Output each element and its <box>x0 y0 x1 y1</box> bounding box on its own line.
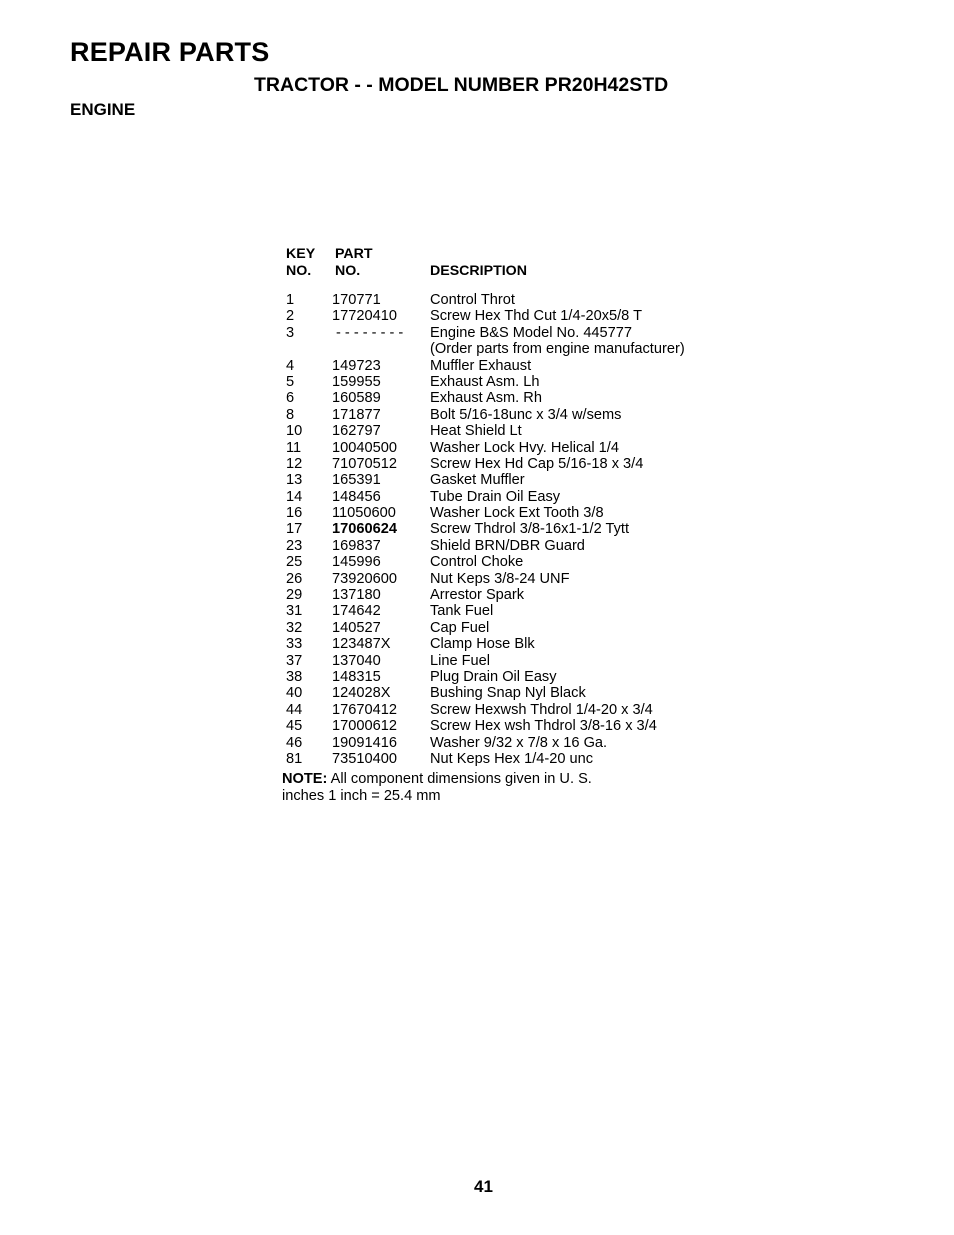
table-row <box>286 308 746 324</box>
part-number-cell: 148456 <box>332 488 381 505</box>
part-number-cell: 71070512 <box>332 455 397 472</box>
description-cell: Tube Drain Oil Easy <box>430 488 561 505</box>
table-row <box>286 472 746 488</box>
key-cell: 5 <box>286 373 295 390</box>
description-cell: Heat Shield Lt <box>430 423 522 440</box>
description-cell: Screw Thdrol 3/8-16x1-1/2 Tytt <box>430 521 630 538</box>
key-cell: 40 <box>286 685 303 702</box>
part-number-cell: 171877 <box>332 406 381 423</box>
table-row <box>286 390 746 406</box>
table-row <box>286 325 746 341</box>
description-cell: Exhaust Asm. Rh <box>430 390 542 407</box>
note-text-line2: inches 1 inch = 25.4 mm <box>282 787 441 804</box>
description-cell: Cap Fuel <box>430 619 490 636</box>
part-number-cell: - - - - - - - - <box>336 324 404 341</box>
part-number-cell: 169837 <box>332 537 381 554</box>
part-number-cell: 10040500 <box>332 439 397 456</box>
key-cell: 31 <box>286 603 303 620</box>
description-cell: Control Choke <box>430 554 524 571</box>
description-cell: Washer Lock Ext Tooth 3/8 <box>430 505 604 522</box>
part-number-cell: 124028X <box>332 685 391 702</box>
part-number-cell: 17000612 <box>332 718 397 735</box>
part-number-cell: 145996 <box>332 554 381 571</box>
table-row <box>286 440 746 456</box>
part-number-cell: 19091416 <box>332 734 397 751</box>
table-row <box>286 423 746 439</box>
table-row <box>286 374 746 390</box>
description-cell: Screw Hex Thd Cut 1/4-20x5/8 T <box>430 308 642 325</box>
part-number-cell: 137040 <box>332 652 381 669</box>
description-cell: Engine B&S Model No. 445777 <box>430 324 633 341</box>
part-number-cell: 17670412 <box>332 701 397 718</box>
table-row <box>286 341 746 357</box>
key-header-line1: KEY <box>286 246 316 262</box>
section-heading: ENGINE <box>70 100 136 119</box>
part-header-line1: PART <box>335 246 373 262</box>
part-number-cell: 148315 <box>332 668 381 685</box>
table-body <box>286 292 746 767</box>
description-cell: Control Throt <box>430 292 515 308</box>
description-cell: Washer Lock Hvy. Helical 1/4 <box>430 439 619 456</box>
key-cell: 3 <box>286 324 295 341</box>
description-cell: Screw Hex Hd Cap 5/16-18 x 3/4 <box>430 455 644 472</box>
key-cell: 6 <box>286 390 295 407</box>
description-cell: Clamp Hose Blk <box>430 636 535 653</box>
description-cell: Gasket Muffler <box>430 472 525 489</box>
table-row <box>286 735 746 751</box>
description-cell: Exhaust Asm. Lh <box>430 373 540 390</box>
part-number-cell: 137180 <box>332 587 381 604</box>
table-row <box>286 653 746 669</box>
table-row <box>286 292 746 308</box>
table-row <box>286 751 746 767</box>
key-cell: 17 <box>286 521 303 538</box>
table-row <box>286 489 746 505</box>
part-number-cell: 140527 <box>332 619 381 636</box>
key-cell: 4 <box>286 357 295 374</box>
part-number-cell: 160589 <box>332 390 381 407</box>
key-cell: 26 <box>286 570 303 587</box>
description-cell: Line Fuel <box>430 652 491 669</box>
table-row <box>286 603 746 619</box>
description-cell: Nut Keps Hex 1/4-20 unc <box>430 750 594 767</box>
part-header-line2: NO. <box>335 263 361 279</box>
key-cell: 25 <box>286 554 303 571</box>
part-number-cell: 73510400 <box>332 750 397 767</box>
table-row <box>286 358 746 374</box>
description-cell: Nut Keps 3/8-24 UNF <box>430 570 570 587</box>
table-row <box>286 571 746 587</box>
key-cell: 16 <box>286 505 303 522</box>
page-title: REPAIR PARTS <box>70 37 270 67</box>
description-header: DESCRIPTION <box>430 263 527 279</box>
description-cell: Washer 9/32 x 7/8 x 16 Ga. <box>430 734 608 751</box>
key-cell: 46 <box>286 734 303 751</box>
model-subtitle: TRACTOR - - MODEL NUMBER PR20H42STD <box>254 74 669 96</box>
description-cell: Muffler Exhaust <box>430 357 532 374</box>
key-cell: 11 <box>286 439 302 456</box>
description-cell: Shield BRN/DBR Guard <box>430 537 585 554</box>
table-row <box>286 587 746 603</box>
part-number-cell: 73920600 <box>332 570 397 587</box>
part-number-cell: 162797 <box>332 423 381 440</box>
key-cell: 38 <box>286 668 303 685</box>
key-cell: 32 <box>286 619 303 636</box>
key-cell: 13 <box>286 472 303 489</box>
key-cell: 10 <box>286 423 303 440</box>
part-number-cell: 149723 <box>332 357 381 374</box>
part-number-cell: 17060624 <box>332 521 397 538</box>
description-cell: (Order parts from engine manufacturer) <box>430 341 685 358</box>
table-row <box>286 505 746 521</box>
key-cell: 23 <box>286 537 303 554</box>
page-number: 41 <box>474 1177 493 1196</box>
description-cell: Screw Hex wsh Thdrol 3/8-16 x 3/4 <box>430 718 657 735</box>
part-number-cell: 123487X <box>332 636 391 653</box>
key-cell: 81 <box>286 750 303 767</box>
table-row <box>286 718 746 734</box>
table-row <box>286 702 746 718</box>
key-cell: 14 <box>286 488 303 505</box>
description-cell: Bushing Snap Nyl Black <box>430 685 586 702</box>
part-number-cell: 11050600 <box>332 505 396 522</box>
key-cell: 8 <box>286 406 295 423</box>
table-row <box>286 538 746 554</box>
key-cell: 29 <box>286 587 303 604</box>
key-header-line2: NO. <box>286 263 312 279</box>
part-number-cell: 170771 <box>332 292 381 308</box>
note-label: NOTE: <box>282 771 328 787</box>
table-row <box>286 407 746 423</box>
key-cell: 2 <box>286 308 295 325</box>
table-row <box>286 620 746 636</box>
part-number-cell: 174642 <box>332 603 381 620</box>
table-row <box>286 636 746 652</box>
note <box>282 771 642 804</box>
key-cell: 45 <box>286 718 303 735</box>
table-row <box>286 685 746 701</box>
part-number-cell: 17720410 <box>332 308 397 325</box>
key-cell: 12 <box>286 455 303 472</box>
key-cell: 1 <box>286 292 295 308</box>
part-number-cell: 165391 <box>332 472 381 489</box>
key-cell: 44 <box>286 701 303 718</box>
table-row <box>286 554 746 570</box>
description-cell: Tank Fuel <box>430 603 494 620</box>
description-cell: Plug Drain Oil Easy <box>430 668 557 685</box>
table-row <box>286 456 746 472</box>
note-text-line1: All component dimensions given in U. S. <box>327 771 592 787</box>
description-cell: Screw Hexwsh Thdrol 1/4-20 x 3/4 <box>430 701 653 718</box>
table-row <box>286 669 746 685</box>
key-cell: 33 <box>286 636 303 653</box>
description-cell: Arrestor Spark <box>430 587 525 604</box>
key-cell: 37 <box>286 652 303 669</box>
part-number-cell: 159955 <box>332 373 381 390</box>
description-cell: Bolt 5/16-18unc x 3/4 w/sems <box>430 406 622 423</box>
table-row <box>286 521 746 537</box>
